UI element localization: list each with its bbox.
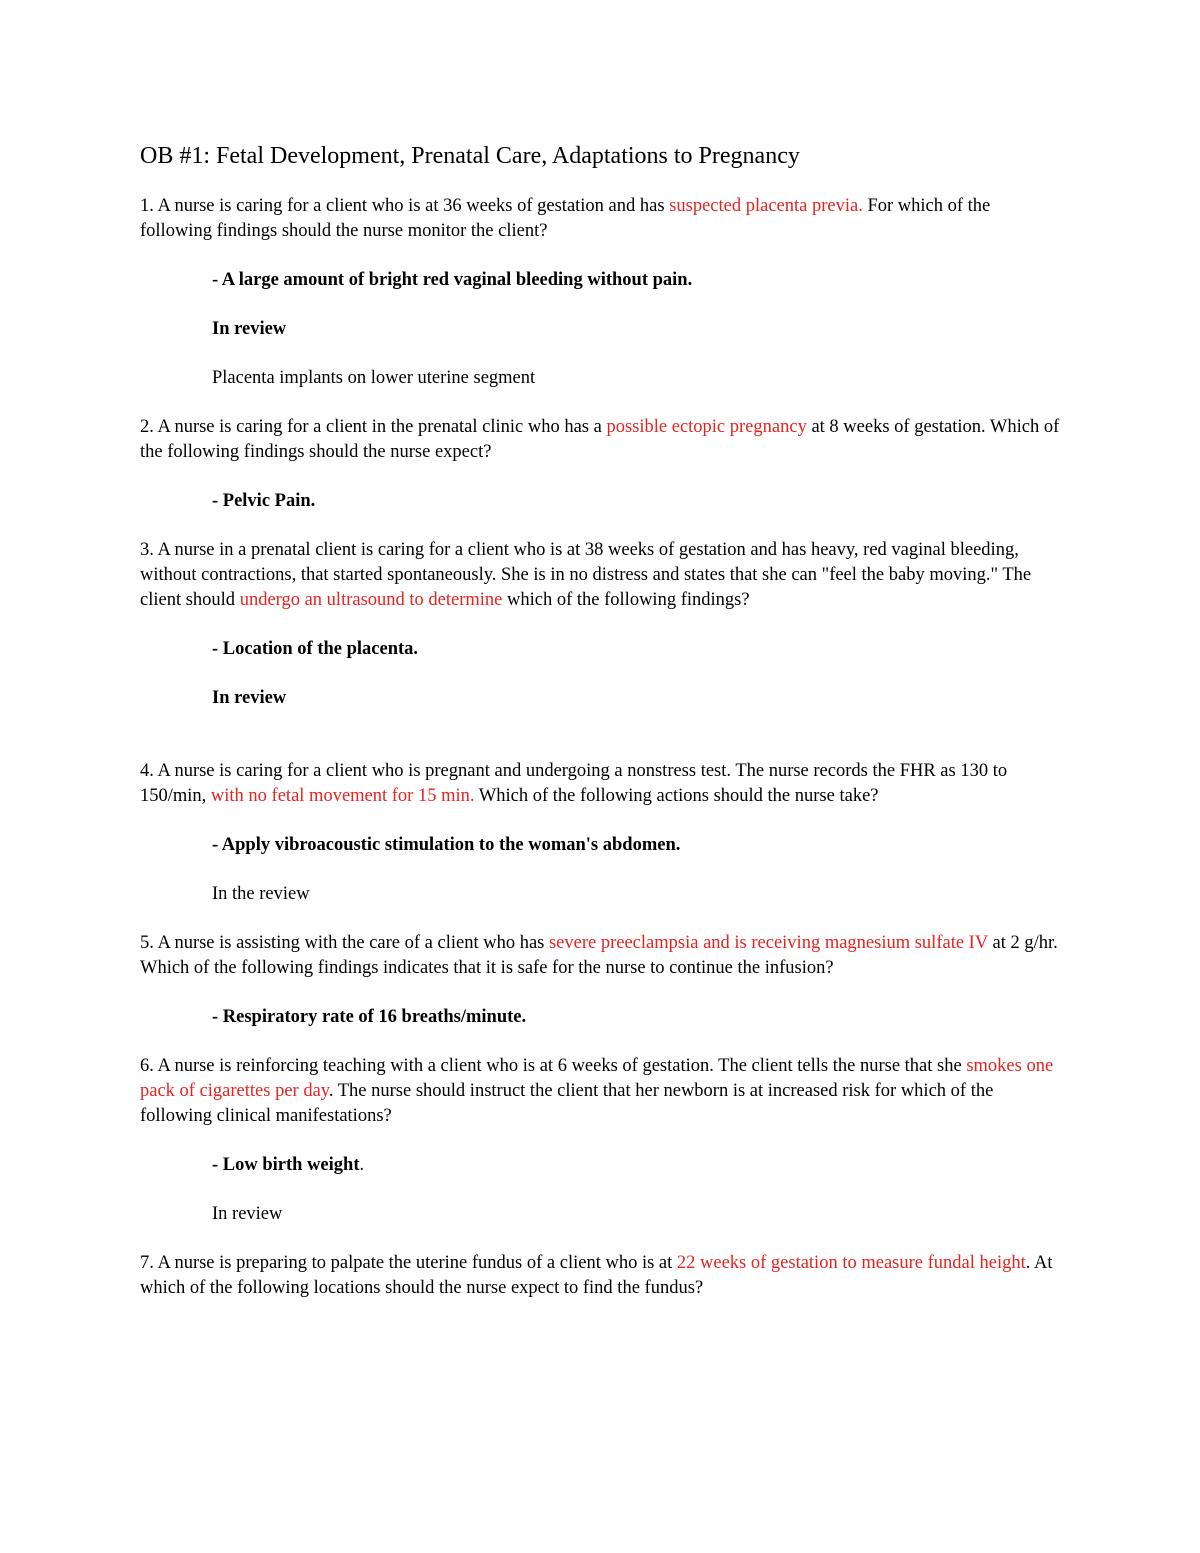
question-text: For which of the following findings should the nurse monitor the client?: [140, 196, 991, 241]
highlighted-text: 22 weeks of gestation to measure fundal height: [676, 1253, 1026, 1273]
question-text: 6. A nurse is reinforcing teaching with a client who is at 6 weeks of gestation. The client tells the nurse that she: [140, 1056, 967, 1076]
question-text: 7. A nurse is preparing to palpate the uterine fundus of a client who is at: [140, 1253, 677, 1273]
answer-text: - Low birth weight: [212, 1155, 360, 1175]
answer-3: - Location of the placenta.: [212, 639, 419, 659]
question-text: 2. A nurse is caring for a client in the prenatal clinic who has a: [140, 417, 607, 437]
highlighted-text: severe preeclampsia and is receiving magnesium sulfate IV: [548, 933, 988, 953]
highlighted-text: suspected placenta previa.: [669, 196, 863, 216]
question-text: . At which of the following locations should the nurse expect to find the fundus?: [140, 1253, 1053, 1298]
question-5: [140, 931, 1060, 981]
answer-5: - Respiratory rate of 16 breaths/minute.: [212, 1007, 527, 1027]
question-text: 3. A nurse in a prenatal client is caring for a client who is at 38 weeks of gestation and has heavy, red vaginal bleeding, without contractions, that started spontaneously. She is in no distress and states that she can "feel the baby moving." The client should: [140, 540, 1032, 610]
question-7: [140, 1251, 1060, 1301]
highlighted-text: undergo an ultrasound to determine: [239, 590, 503, 610]
review-label-6: In review: [212, 1204, 283, 1224]
question-text: which of the following findings?: [502, 590, 750, 610]
answer-2: - Pelvic Pain.: [212, 491, 316, 511]
answer-1: - A large amount of bright red vaginal bleeding without pain.: [212, 270, 693, 290]
answer-4: - Apply vibroacoustic stimulation to the woman's abdomen.: [212, 835, 681, 855]
question-6: [140, 1054, 1060, 1129]
question-text: . The nurse should instruct the client that her newborn is at increased risk for which of the following clinical manifestations?: [140, 1081, 994, 1126]
highlighted-text: possible ectopic pregnancy: [606, 417, 807, 437]
blank-line: [140, 735, 1060, 759]
highlighted-text: with no fetal movement for 15 min.: [210, 786, 475, 806]
review-label-4: In the review: [212, 884, 310, 904]
question-text: 1. A nurse is caring for a client who is at 36 weeks of gestation and has: [140, 196, 670, 216]
question-text: 5. A nurse is assisting with the care of a client who has: [140, 933, 549, 953]
question-text: at 2 g/hr. Which of the following findings indicates that it is safe for the nurse to continue the infusion?: [140, 933, 1058, 978]
review-label-3: In review: [212, 688, 287, 708]
review-note-1: Placenta implants on lower uterine segment: [212, 368, 536, 388]
highlighted-text: smokes one pack of cigarettes per day: [140, 1056, 1054, 1101]
question-text: Which of the following actions should the nurse take?: [474, 786, 879, 806]
question-1: [140, 194, 1060, 244]
question-3: [140, 538, 1060, 613]
document-title: OB #1: Fetal Development, Prenatal Care, Adaptations to Pregnancy: [140, 143, 800, 169]
question-2: [140, 415, 1060, 465]
answer-period: .: [359, 1155, 365, 1175]
document-page: [140, 140, 1060, 1325]
review-label-1: In review: [212, 319, 287, 339]
question-text: at 8 weeks of gestation. Which of the following findings should the nurse expect?: [140, 417, 1060, 462]
question-text: 4. A nurse is caring for a client who is pregnant and undergoing a nonstress test. The nurse records the FHR as 130 to 150/min,: [140, 761, 1008, 806]
answer-6: [212, 1153, 1060, 1178]
question-4: [140, 759, 1060, 809]
